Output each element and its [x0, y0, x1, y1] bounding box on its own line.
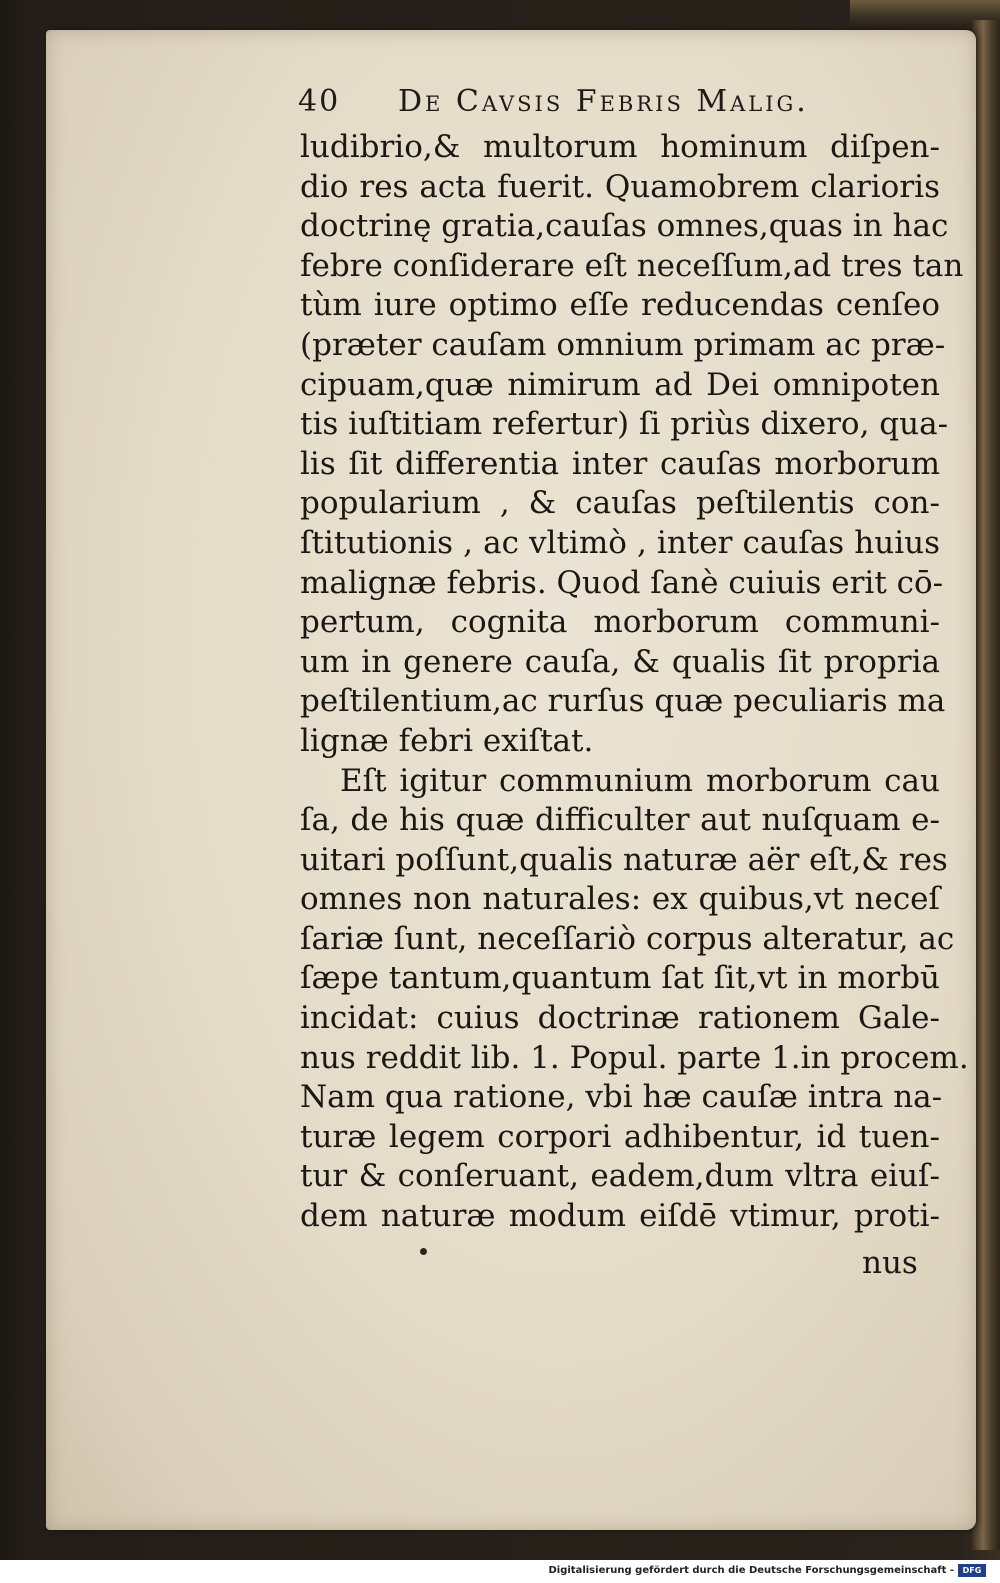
- text-line: ſa, de his quæ difficulter aut nuſquam e-: [300, 802, 940, 839]
- printer-mark: [420, 1248, 427, 1255]
- text-line: tùm iure optimo eſſe reducendas cenſeo: [300, 287, 940, 324]
- footer-credit: Digitalisierung gefördert durch die Deutsche Forschungsgemeinschaft -: [548, 1565, 954, 1576]
- text-line: ſtitutionis , ac vltimò , inter cauſas huius: [300, 524, 940, 561]
- text-line: incidat: cuius doctrinæ rationem Gale-: [300, 1000, 940, 1037]
- text-line: nus reddit lib. 1. Popul. parte 1.in procem.: [300, 1039, 969, 1076]
- text-body: [300, 128, 969, 1237]
- text-line: (præter cauſam omnium primam ac præ-: [300, 326, 946, 363]
- text-line: tur & conſeruant, eadem,dum vltra eiuſ-: [300, 1158, 940, 1195]
- running-title: De Cavsis Febris Malig.: [398, 84, 809, 119]
- page-number: 40: [298, 84, 341, 119]
- text-line: turæ legem corpori adhibentur, id tuen-: [300, 1118, 940, 1155]
- text-line: lignæ febri exiſtat.: [300, 722, 594, 759]
- text-line: dem naturæ modum eiſdē vtimur, proti-: [300, 1198, 940, 1235]
- text-line: um in genere cauſa, & qualis ſit propria: [300, 643, 940, 680]
- book-binding-edge: [972, 20, 1000, 1550]
- text-line: uitari poſſunt,qualis naturæ aër eſt,& res: [300, 841, 948, 878]
- text-line: ludibrio,& multorum hominum diſpen-: [300, 129, 940, 165]
- dfg-logo: DFG: [958, 1564, 986, 1577]
- text-line: tis iuſtitiam refertur) ſi priùs dixero, qua-: [300, 406, 949, 443]
- catchword: nus: [862, 1245, 918, 1281]
- text-line: doctrinę gratia,cauſas omnes,quas in hac: [300, 208, 949, 245]
- text-line: pertum, cognita morborum communi-: [300, 604, 940, 641]
- text-line: popularium , & cauſas peſtilentis con-: [300, 485, 940, 522]
- text-line: ſæpe tantum,quantum ſat ſit,vt in morbū: [300, 960, 940, 997]
- text-line: Eſt igitur communium morborum cau: [340, 762, 940, 799]
- text-line: omnes non naturales: ex quibus,vt neceſ: [300, 881, 940, 918]
- text-line: febre conſiderare eſt neceſſum,ad tres tan: [300, 247, 964, 284]
- text-line: lis ſit differentia inter cauſas morborum: [300, 445, 940, 482]
- text-line: cipuam,quæ nimirum ad Dei omnipoten: [300, 366, 940, 403]
- text-line: ſariæ ſunt, neceſſariò corpus alteratur, ac: [300, 920, 955, 957]
- text-line: Nam qua ratione, vbi hæ cauſæ intra na-: [300, 1079, 943, 1116]
- text-line: peſtilentium,ac rurſus quæ peculiaris ma: [300, 683, 946, 720]
- running-head: [298, 84, 938, 124]
- text-line: dio res acta fuerit. Quamobrem clarioris: [300, 168, 940, 205]
- text-line: malignæ febris. Quod ſanè cuiuis erit cō-: [300, 564, 944, 601]
